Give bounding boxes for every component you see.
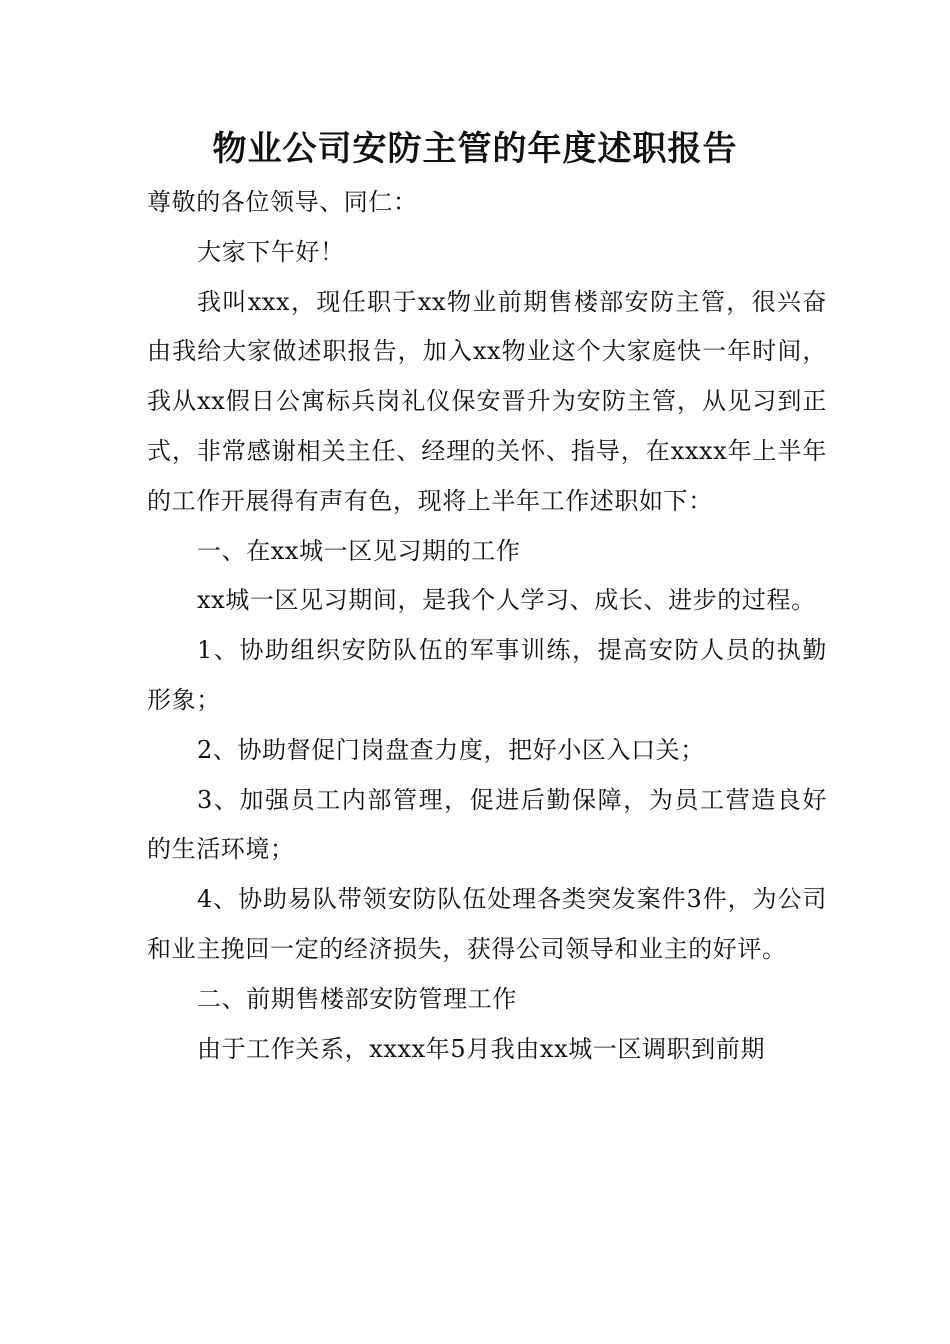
list-item-1: 1、协助组织安防队伍的军事训练，提高安防人员的执勤形象；	[147, 636, 827, 714]
document-body	[147, 178, 827, 1074]
list-item-2: 2、协助督促门岗盘查力度，把好小区入口关；	[197, 735, 705, 764]
section-1-intro: xx城一区见习期间，是我个人学习、成长、进步的过程。	[197, 586, 816, 615]
greeting: 大家下午好！	[197, 237, 345, 266]
section-2-intro: 由于工作关系，xxxx年5月我由xx城一区调职到前期	[197, 1034, 766, 1063]
list-item-4: 4、协助易队带领安防队伍处理各类突发案件3件，为公司和业主挽回一定的经济损失，获得公司领导和业主的好评。	[147, 885, 827, 963]
section-heading-1: 一、在xx城一区见习期的工作	[197, 536, 521, 565]
intro-paragraph: 我叫xxx，现任职于xx物业前期售楼部安防主管，很兴奋由我给大家做述职报告，加入xx物业这个大家庭快一年时间，我从xx假日公寓标兵岗礼仪保安晋升为安防主管，从见习到正式，非常感谢相关主任、经理的关怀、指导，在xxxx年上半年的工作开展得有声有色，现将上半年工作述职如下：	[147, 287, 827, 515]
document-title: 物业公司安防主管的年度述职报告	[212, 129, 738, 169]
section-heading-2: 二、前期售楼部安防管理工作	[197, 984, 517, 1013]
list-item-3: 3、加强员工内部管理，促进后勤保障，为员工营造良好的生活环境；	[147, 785, 827, 864]
salutation: 尊敬的各位领导、同仁：	[147, 188, 418, 216]
